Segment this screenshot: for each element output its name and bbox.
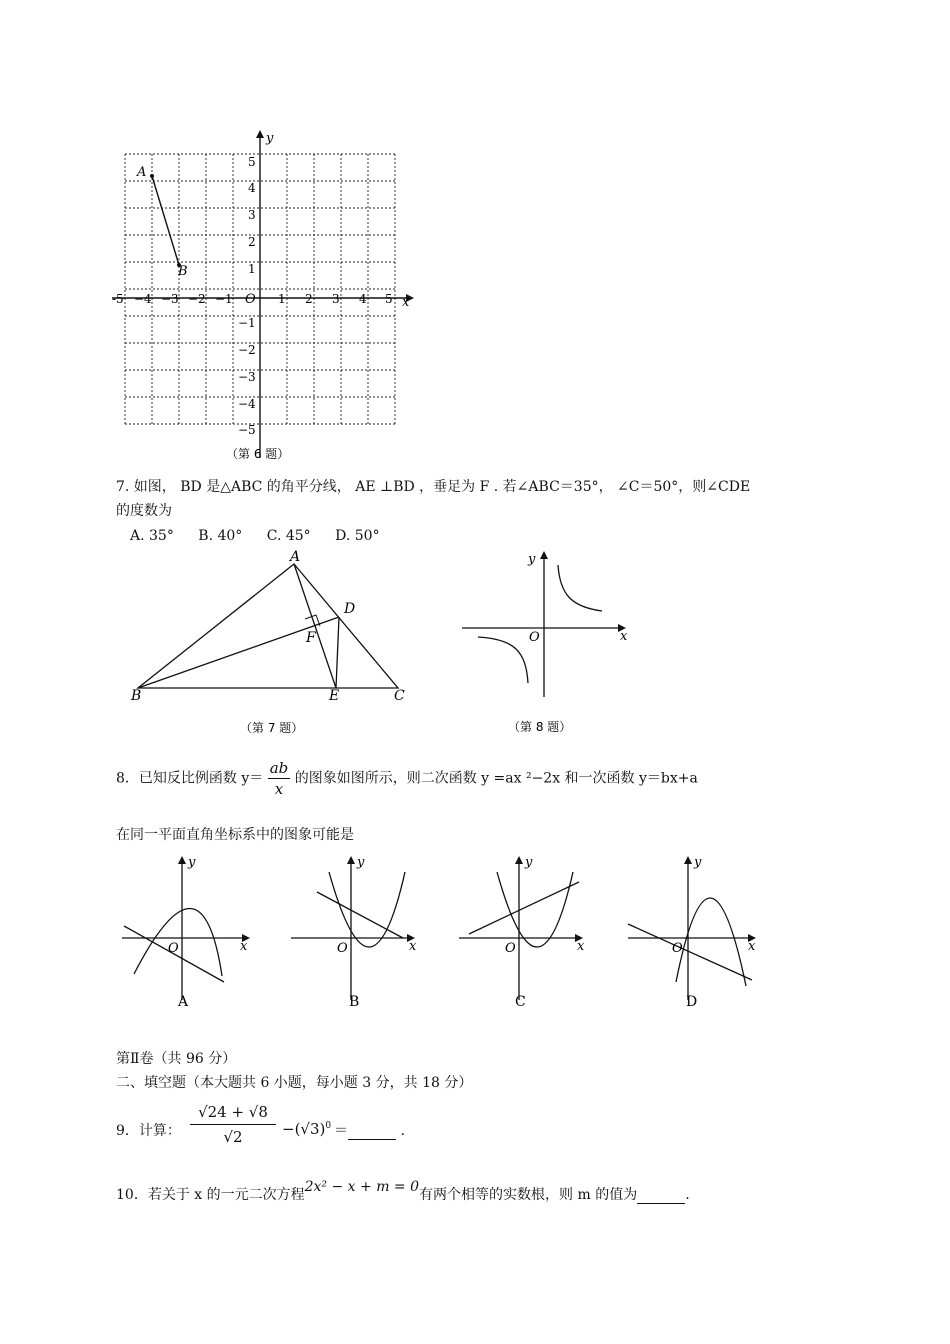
label-a: A	[290, 549, 301, 565]
x-tick: 4	[359, 292, 367, 306]
figure-8-hyperbola	[456, 545, 646, 740]
point-a-label: A	[137, 165, 147, 180]
y-tick: −5	[238, 423, 256, 437]
figure-7-triangle	[126, 548, 426, 738]
q10-suffix: 有两个相等的实数根，则 m 的值为	[419, 1187, 638, 1203]
y-tick: −4	[238, 397, 256, 411]
y-axis-arrow	[256, 130, 264, 138]
figure-7-caption: （第 7 题）	[240, 721, 304, 735]
origin-label: O	[245, 292, 256, 307]
x-tick: -5	[112, 292, 124, 306]
label-c: C	[394, 688, 405, 704]
origin-label: O	[529, 630, 540, 645]
line	[469, 882, 579, 934]
origin-label: O	[168, 941, 179, 956]
segment-bd	[138, 617, 339, 688]
hyperbola-branch-q1	[558, 565, 602, 611]
segment-de	[336, 617, 339, 688]
choice-label: C	[515, 994, 526, 1010]
q8-suffix: 的图象如图所示，则二次函数 y =ax ²−2x 和一次函数 y＝bx+a	[294, 770, 698, 787]
axis-y-label: y	[357, 855, 365, 870]
q7-option-d[interactable]: D. 50°	[335, 528, 380, 544]
q9-frac-den: √2	[223, 1128, 243, 1146]
choice-label: D	[686, 994, 698, 1010]
q10-prefix: 10．若关于 x 的一元二次方程	[116, 1187, 305, 1203]
axis-y-label: y	[694, 855, 702, 870]
y-axis-arrow	[515, 856, 523, 864]
axis-y-label: y	[188, 855, 196, 870]
q7-stem-line2: 的度数为	[116, 503, 172, 519]
axis-x-label: x	[748, 939, 756, 954]
figure-8-caption: （第 8 题）	[508, 720, 572, 734]
label-e: E	[329, 688, 340, 704]
q7-option-a[interactable]: A. 35°	[130, 528, 174, 544]
y-tick: 1	[248, 262, 256, 276]
q10-end: .	[685, 1187, 690, 1203]
choice-label: A	[178, 994, 189, 1010]
q7-stem-line1: 7. 如图， BD 是△ABC 的角平分线， AE ⊥BD ，垂足为 F . 若∠ABC＝35°， ∠C＝50°，则∠CDE	[116, 479, 751, 495]
point-a	[150, 174, 154, 178]
q7-option-c[interactable]: C. 45°	[266, 528, 311, 544]
q8-frac-num: ab	[269, 759, 289, 777]
y-tick: 5	[248, 155, 256, 169]
x-tick: −1	[215, 292, 233, 306]
point-b-label: B	[178, 264, 188, 279]
q7-options	[130, 527, 380, 545]
segment-ab	[152, 176, 179, 265]
q9-equals: ＝	[334, 1123, 348, 1139]
axis-y-label: y	[525, 855, 533, 870]
label-f: F	[306, 630, 316, 646]
y-axis-arrow	[540, 551, 548, 559]
triangle-abc	[138, 564, 398, 688]
parabola	[329, 872, 405, 947]
y-tick: −1	[238, 316, 256, 330]
x-tick: 2	[305, 292, 313, 306]
choice-label: B	[349, 994, 360, 1010]
axis-x-label: x	[409, 939, 417, 954]
axis-y-label: y	[266, 131, 274, 146]
x-tick: −3	[161, 292, 179, 306]
label-d: D	[344, 601, 356, 617]
y-tick: −2	[238, 343, 256, 357]
q8-stem	[116, 758, 698, 799]
q10-answer-blank[interactable]	[637, 1189, 685, 1204]
q9-end: .	[396, 1123, 405, 1139]
q9-power-term	[282, 1120, 331, 1138]
q8-frac-den: x	[274, 780, 284, 798]
segment-ae	[294, 564, 336, 688]
line	[628, 924, 752, 980]
q10	[116, 1179, 690, 1204]
x-tick: −2	[188, 292, 206, 306]
q8-prefix: 8．已知反比例函数 y＝	[116, 770, 264, 787]
axis-x-label: x	[620, 629, 628, 644]
axis-x-label: x	[240, 939, 248, 954]
q9-rest: −(√3)	[282, 1120, 326, 1138]
y-tick: 4	[248, 181, 256, 195]
y-tick: −3	[238, 370, 256, 384]
axis-y-label: y	[528, 552, 536, 567]
q10-equation: 2x² − x + m = 0	[304, 1179, 420, 1195]
axis-x-label: x	[577, 939, 585, 954]
hyperbola-branch-q3	[478, 637, 528, 683]
y-tick: 2	[248, 235, 256, 249]
q9-exponent: 0	[325, 1121, 332, 1131]
q8-choice-b-graph[interactable]	[287, 852, 427, 1012]
q9-fraction	[190, 1100, 276, 1149]
q8-choice-d-graph[interactable]	[624, 852, 764, 1012]
x-tick: 3	[332, 292, 340, 306]
y-axis-arrow	[347, 856, 355, 864]
figure-6-grid	[108, 128, 428, 468]
origin-label: O	[672, 941, 683, 956]
y-axis-arrow	[178, 856, 186, 864]
q9-answer	[334, 1122, 405, 1140]
q9-prefix: 9．计算：	[116, 1123, 181, 1139]
origin-label: O	[337, 941, 348, 956]
x-tick: 1	[278, 292, 286, 306]
q8-fraction	[268, 758, 291, 799]
part2-section-heading: 二、填空题（本大题共 6 小题，每小题 3 分，共 18 分）	[116, 1075, 473, 1091]
figure-6-caption: （第 6 题）	[226, 447, 290, 461]
q8-choice-c-graph[interactable]	[455, 852, 595, 1012]
y-axis-arrow	[684, 856, 692, 864]
q9-frac-num: √24 + √8	[190, 1100, 276, 1125]
y-tick: 3	[248, 208, 256, 222]
x-tick: −4	[134, 292, 152, 306]
line	[317, 892, 403, 938]
parabola	[497, 872, 573, 947]
q8-line2: 在同一平面直角坐标系中的图象可能是	[116, 827, 354, 843]
origin-label: O	[505, 941, 516, 956]
q7-option-b[interactable]: B. 40°	[198, 528, 243, 544]
q9	[116, 1100, 436, 1160]
label-b: B	[131, 688, 142, 704]
x-tick: 5	[385, 292, 393, 306]
part2-title: 第Ⅱ卷（共 96 分）	[116, 1051, 237, 1067]
q8-choice-a-graph[interactable]	[118, 852, 258, 1012]
q9-answer-blank[interactable]	[348, 1125, 396, 1140]
axis-x-label: x	[402, 295, 410, 310]
